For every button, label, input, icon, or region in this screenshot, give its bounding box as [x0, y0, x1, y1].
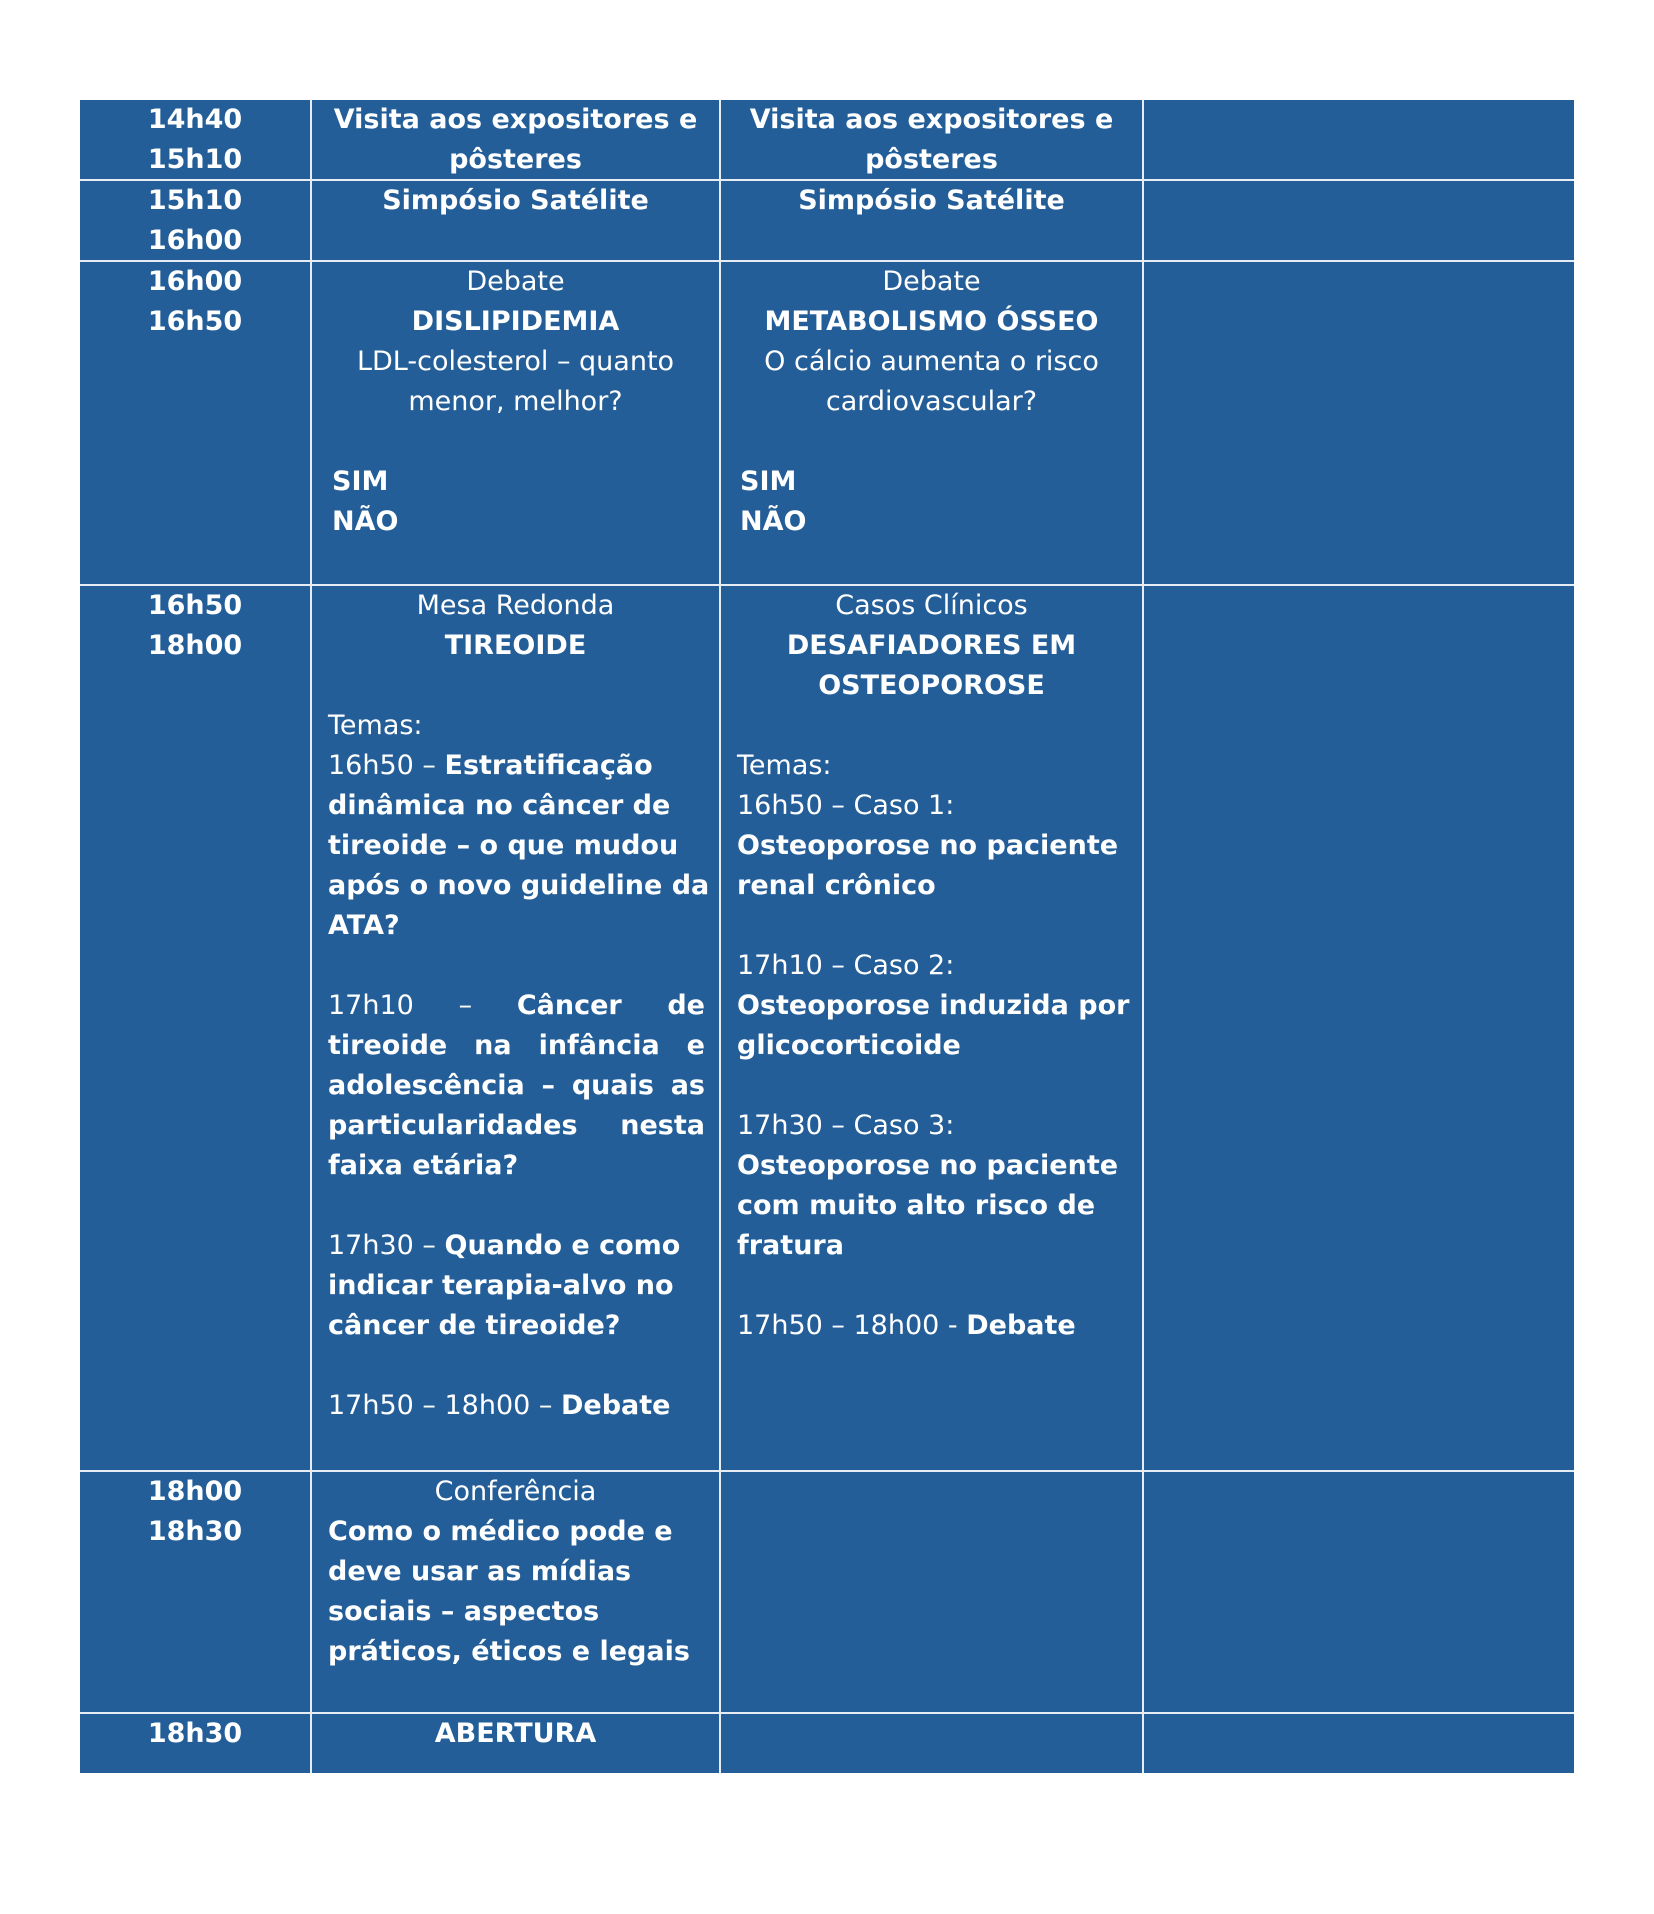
session-debate-dislipidemia: [312, 262, 719, 542]
case-title: Osteoporose no paciente: [737, 830, 1119, 861]
session-title: ABERTURA: [434, 1718, 597, 1749]
session-debate-metabolismo: [721, 262, 1142, 542]
row-time: [80, 586, 310, 666]
start-time: 16h00: [147, 266, 243, 297]
end-time: 18h00: [147, 630, 243, 661]
session-title: METABOLISMO ÓSSEO: [764, 306, 1099, 337]
case-title: Debate: [966, 1310, 1076, 1341]
case-title: renal crônico: [737, 870, 936, 901]
topic-title: câncer de tireoide?: [328, 1310, 621, 1341]
topic-title: Debate: [560, 1390, 671, 1421]
debate-question: LDL-colesterol – quanto: [356, 346, 675, 377]
temas-label: Temas:: [328, 710, 423, 741]
session-title: Visita aos expositores e: [333, 104, 698, 135]
topic-title: tireoide na infância e: [328, 1030, 705, 1061]
topic-time: 17h10 –: [328, 990, 473, 1021]
topic-time: 16h50 –: [328, 750, 445, 781]
topic-title: adolescência – quais as: [328, 1070, 705, 1101]
topic-title: indicar terapia-alvo no: [328, 1270, 674, 1301]
session-title: Visita aos expositores e: [749, 104, 1114, 135]
case-label: 16h50 – Caso 1:: [737, 790, 955, 821]
end-time: 15h10: [147, 144, 243, 175]
session-conferencia: [312, 1472, 719, 1672]
case-time: 17h50 – 18h00 -: [737, 1310, 967, 1341]
end-time: 18h30: [147, 1516, 243, 1547]
session-visita-1: [312, 100, 719, 180]
temas-label: Temas:: [737, 750, 832, 781]
row-time: [80, 181, 310, 261]
topic-title: dinâmica no câncer de: [328, 790, 671, 821]
case-title: glicocorticoide: [737, 1030, 961, 1061]
option-yes: SIM: [332, 466, 389, 497]
session-type: Debate: [882, 266, 981, 297]
topic-title: faixa etária?: [328, 1150, 519, 1181]
session-type: Debate: [466, 266, 565, 297]
topic-title: após o novo guideline da: [328, 870, 710, 901]
case-label: 17h10 – Caso 2:: [737, 950, 955, 981]
end-time: 16h50: [147, 306, 243, 337]
session-title: Como o médico pode e: [328, 1516, 673, 1547]
topic-title: ATA?: [328, 910, 400, 941]
start-time: 14h40: [147, 104, 243, 135]
case-title: com muito alto risco de: [737, 1190, 1096, 1221]
option-yes: SIM: [740, 466, 797, 497]
topic-time: 17h50 – 18h00 –: [328, 1390, 561, 1421]
session-title: DISLIPIDEMIA: [411, 306, 620, 337]
session-visita-2: [721, 100, 1142, 180]
start-time: 18h30: [147, 1718, 243, 1749]
session-type: Mesa Redonda: [416, 590, 615, 621]
case-title: fratura: [737, 1230, 844, 1261]
debate-question: O cálcio aumenta o risco: [764, 346, 1099, 377]
session-title: pôsteres: [865, 144, 998, 175]
topic-title: Estratificação: [444, 750, 653, 781]
case-label: 17h30 – Caso 3:: [737, 1110, 955, 1141]
session-type: Casos Clínicos: [835, 590, 1028, 621]
session-abertura: [312, 1714, 719, 1754]
option-no: NÃO: [332, 506, 399, 537]
topic-title: Câncer de: [516, 990, 705, 1021]
debate-question: menor, melhor?: [408, 386, 623, 417]
row-time: [80, 262, 310, 342]
debate-question: cardiovascular?: [825, 386, 1038, 417]
session-simposio-1: [312, 181, 719, 221]
session-title: OSTEOPOROSE: [818, 670, 1045, 701]
topic-title: Quando e como: [444, 1230, 681, 1261]
start-time: 16h50: [147, 590, 243, 621]
session-title: Simpósio Satélite: [798, 185, 1065, 216]
session-title: Simpósio Satélite: [382, 185, 649, 216]
session-simposio-2: [721, 181, 1142, 221]
row-time: [80, 1472, 310, 1552]
session-type: Conferência: [434, 1476, 597, 1507]
start-time: 18h00: [147, 1476, 243, 1507]
column-divider: [1142, 100, 1144, 1773]
row-time: [80, 1714, 310, 1754]
session-casos-osteoporose: [721, 586, 1142, 1346]
session-title: práticos, éticos e legais: [328, 1636, 690, 1667]
session-title: pôsteres: [449, 144, 582, 175]
session-title: sociais – aspectos: [328, 1596, 600, 1627]
start-time: 15h10: [147, 185, 243, 216]
topic-time: 17h30 –: [328, 1230, 445, 1261]
option-no: NÃO: [740, 506, 807, 537]
topic-title: tireoide – o que mudou: [328, 830, 679, 861]
session-mesa-tireoide: [312, 586, 719, 1426]
end-time: 16h00: [147, 225, 243, 256]
case-title: Osteoporose induzida por: [737, 990, 1130, 1021]
session-title: DESAFIADORES EM: [786, 630, 1077, 661]
row-time: [80, 100, 310, 180]
schedule-table: [80, 100, 1574, 1773]
topic-title: particularidades nesta: [328, 1110, 705, 1141]
case-title: Osteoporose no paciente: [737, 1150, 1119, 1181]
session-title: deve usar as mídias: [328, 1556, 632, 1587]
session-title: TIREOIDE: [444, 630, 587, 661]
